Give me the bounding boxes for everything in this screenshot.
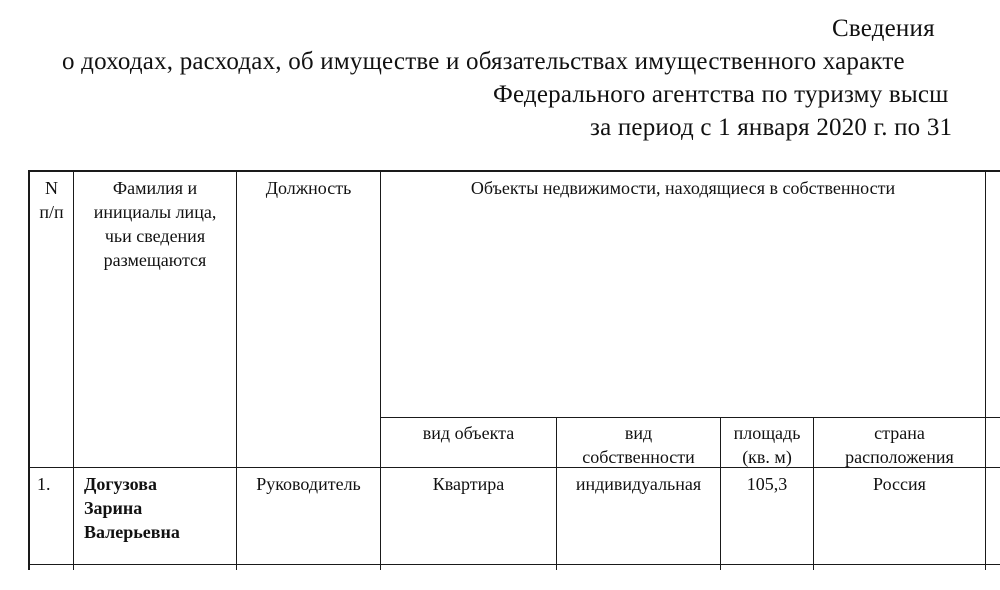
title-line-4: за период с 1 января 2020 г. по 31 [590,114,953,141]
row-object-type: Квартира [432,474,505,494]
header-object-type: вид объекта [422,423,515,443]
title-line-3: Федерального агентства по туризму высш [493,81,949,108]
col-divider-property-end [985,170,986,570]
row-name: Догузова Зарина Валерьевна [84,474,180,542]
header-ownership-type: вид собственности [582,423,695,467]
title-line-1: Сведения [832,15,935,42]
table-left-border [28,170,30,570]
header-area: площадь (кв. м) [733,423,801,467]
col-divider-name [236,170,237,570]
row-area: 105,3 [746,474,788,494]
row-country: Россия [873,474,926,494]
col-divider-position [380,170,381,570]
title-line-2: о доходах, расходах, об имуществе и обязательствах имущественного характе [62,48,905,75]
header-num: N п/п [39,178,64,222]
header-country: страна расположения [845,423,954,467]
row-ownership-type: индивидуальная [575,474,702,494]
table-top-border [28,170,1000,172]
row-num: 1. [37,474,51,494]
header-position: Должность [265,178,352,198]
row-position: Руководитель [256,474,361,494]
header-property-group: Объекты недвижимости, находящиеся в собственности [470,178,896,198]
row-bottom-border [28,564,1000,565]
subheader-border [380,417,1000,418]
header-name: Фамилия и инициалы лица, чьи сведения размещаются [93,178,217,270]
declaration-table [28,170,1000,590]
